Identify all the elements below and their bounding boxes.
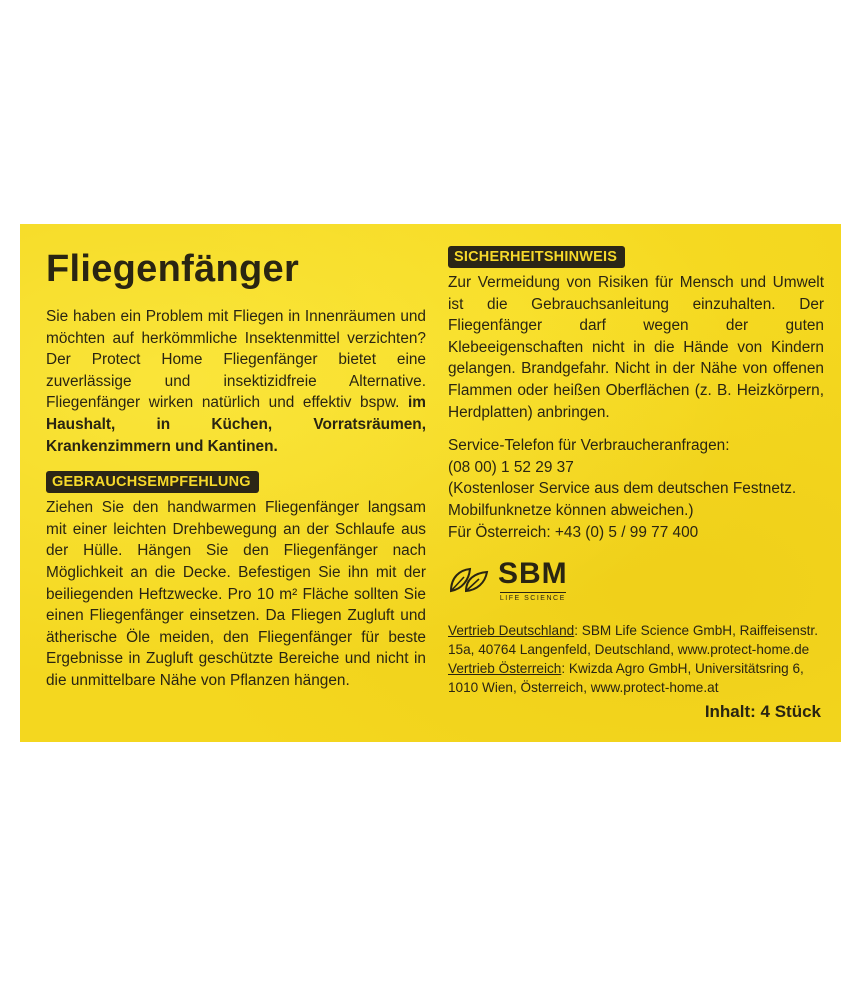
logo-wordmark — [498, 556, 568, 602]
intro-bold-text: im Haushalt, in Küchen, Vorratsräumen, Krankenzimmern und Kantinen. — [46, 394, 426, 455]
distribution-austria-text: : Kwizda Agro GmbH, Universitätsring 6, 1010 Wien, Österreich, www.protect-home.at — [448, 661, 804, 696]
usage-text: Ziehen Sie den handwarmen Fliegenfänger langsam mit einer leichten Drehbewegung an der Schlaufe aus der Hülle. Hängen Sie den Fliegenfänger nach Möglichkeit an die Decke. Befestigen Sie ihn mit der beiliegenden Heftzwecke. Pro 10 m² Fläche sollten Sie einen Fliegenfänger einsetzen. Da Fliegen Zugluft und ätherische Öle meiden, den Fliegenfänger für beste Ergebnisse in Zugluft geschützte Bereiche und nicht in die unmittelbare Nähe von Pflanzen hängen. — [46, 499, 426, 689]
distribution-germany-text: : SBM Life Science GmbH, Raiffeisenstr. 15a, 40764 Langenfeld, Deutschland, www.protect-home.de — [448, 623, 818, 658]
safety-text: Zur Vermeidung von Risiken für Mensch und Umwelt ist die Gebrauchsanleitung einzuhalten. Der Fliegenfänger darf wegen der guten Klebeeigenschaften nicht in die Hände von Kindern gelangen. Brandgefahr. Nicht in der Nähe von offenen Flammen oder heißen Oberflächen (z. B. Heizkörpern, Herdplatten) anbringen. — [448, 274, 824, 421]
service-phone: (08 00) 1 52 29 37 — [448, 458, 574, 476]
service-info — [448, 435, 824, 543]
logo-subtitle: LIFE SCIENCE — [500, 592, 566, 602]
distribution-austria-label: Vertrieb Österreich — [448, 661, 562, 677]
logo-name: SBM — [498, 556, 568, 590]
intro-text: Sie haben ein Problem mit Fliegen in Innenräumen und möchten auf herkömmliche Insektenmittel verzichten? Der Protect Home Fliegenfänger bietet eine zuverlässige und insektizidfreie Alternative. Fliegenfänger wirken natürlich und effektiv bspw. — [46, 308, 426, 412]
distribution-austria — [448, 659, 824, 697]
service-line-4: Mobilfunknetze können abweichen.) — [448, 501, 694, 519]
product-title: Fliegenfänger — [46, 248, 300, 290]
contents-count: Inhalt: 4 Stück — [704, 702, 821, 721]
service-line-1: Service-Telefon für Verbraucheranfragen: — [448, 437, 730, 455]
service-line-3: (Kostenloser Service aus dem deutschen Festnetz. — [448, 480, 797, 498]
usage-heading: GEBRAUCHSEMPFEHLUNG — [46, 471, 259, 493]
leaf-logo-icon — [448, 565, 490, 595]
product-label — [20, 224, 841, 742]
distribution-info — [448, 621, 824, 697]
intro-paragraph — [46, 306, 426, 457]
safety-heading: SICHERHEITSHINWEIS — [448, 246, 625, 268]
distribution-germany — [448, 621, 824, 659]
left-column — [46, 246, 426, 692]
service-austria-phone: Für Österreich: +43 (0) 5 / 99 77 400 — [448, 523, 699, 541]
sbm-logo — [448, 555, 824, 605]
right-column — [448, 246, 824, 697]
distribution-germany-label: Vertrieb Deutschland — [448, 623, 575, 639]
